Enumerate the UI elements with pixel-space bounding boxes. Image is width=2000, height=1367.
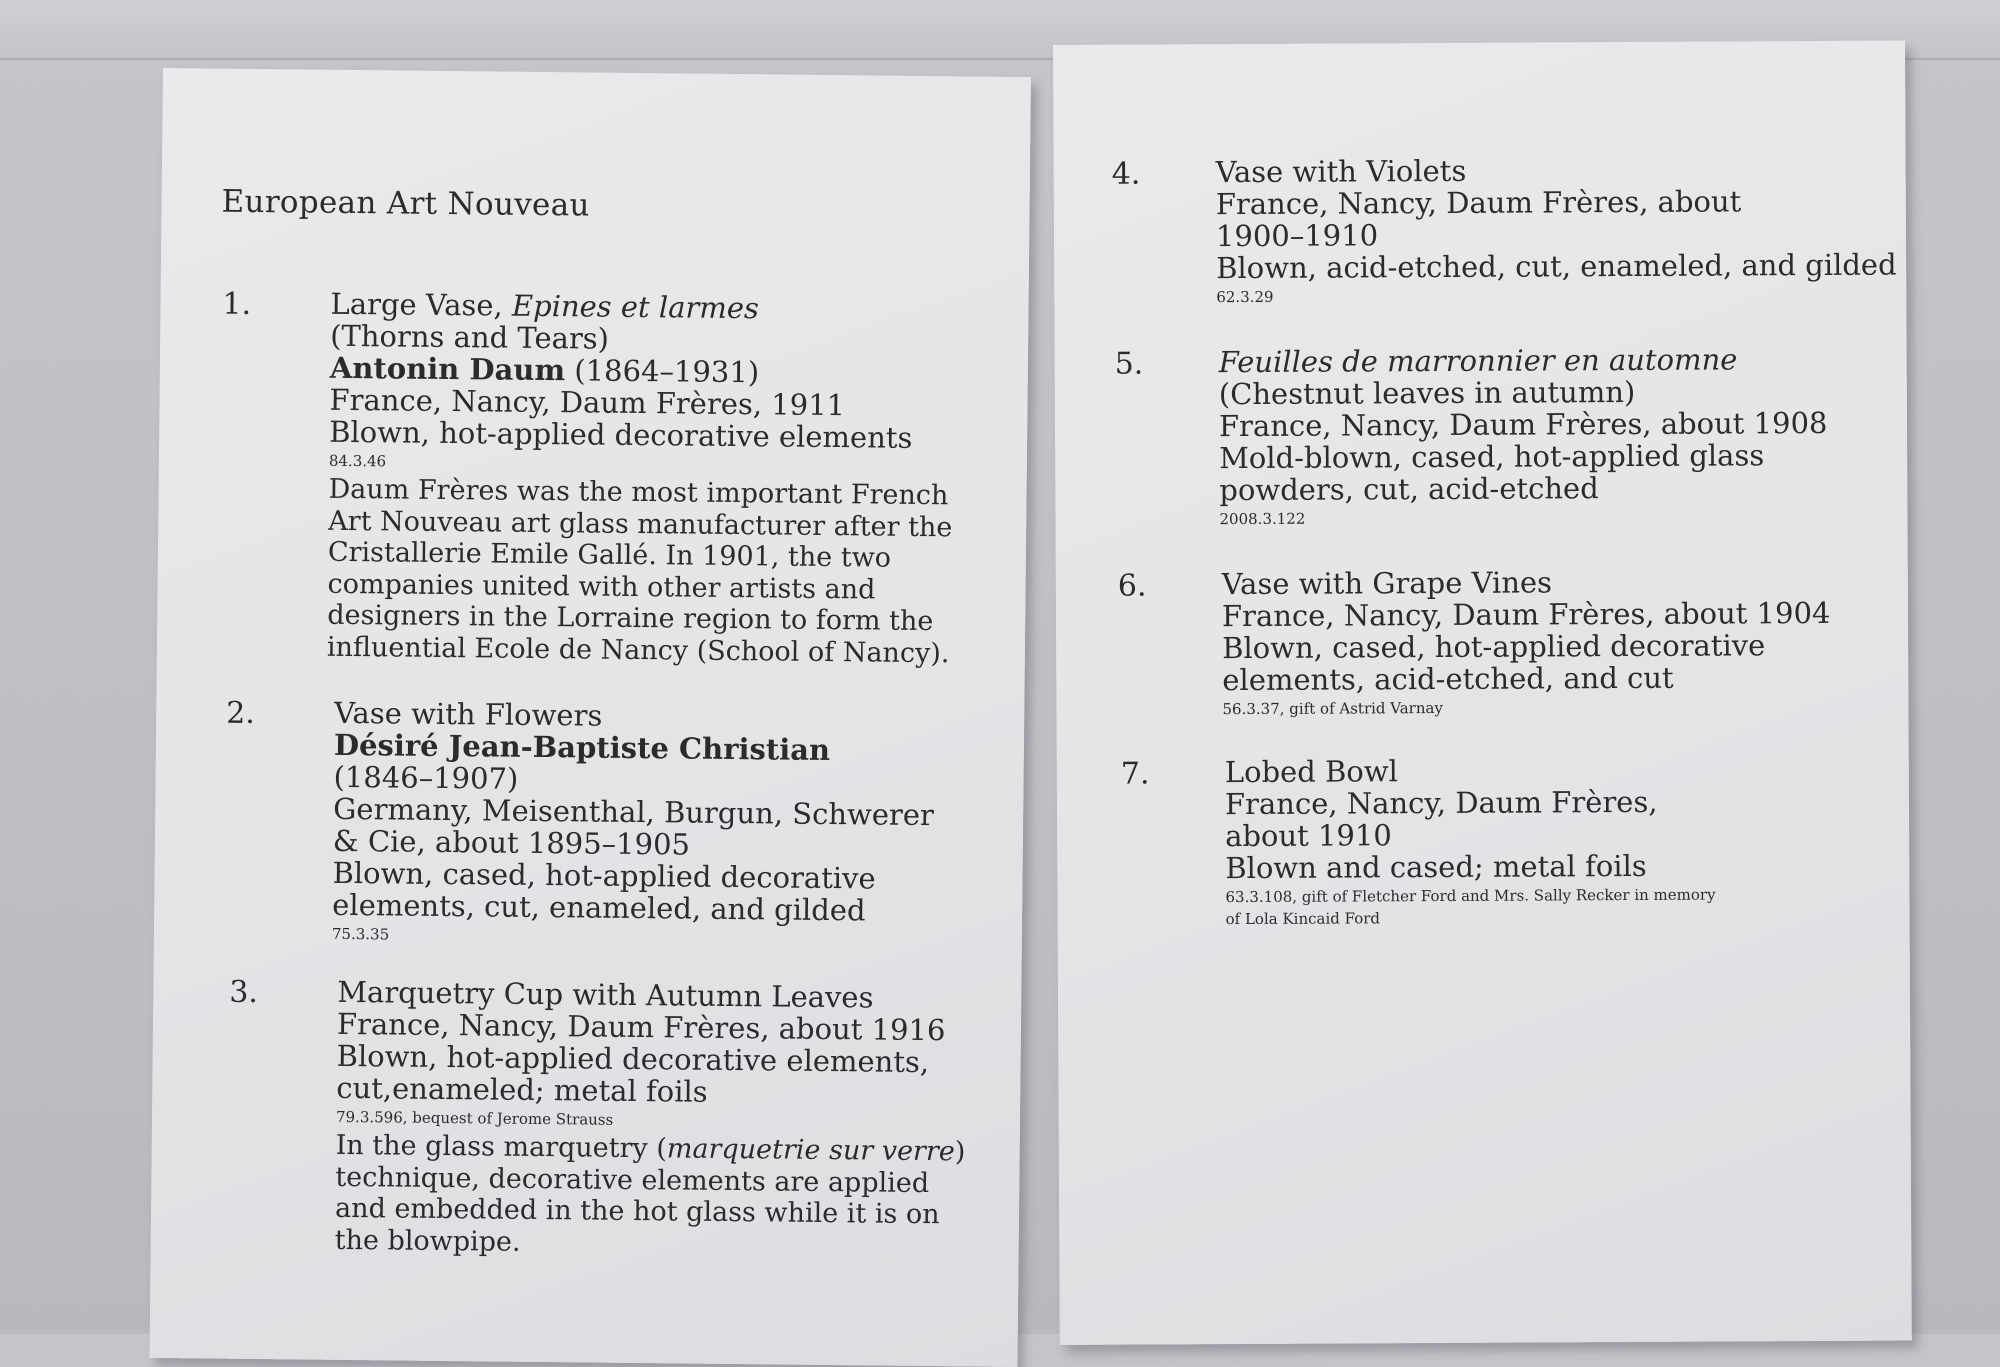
entry-technique: Blown, hot-applied decorative elements xyxy=(329,414,913,455)
entry-technique: Mold-blown, cased, hot-applied glass xyxy=(1219,438,1765,476)
label-card-right xyxy=(1053,41,1912,1345)
entry-artist-dates: (1846–1907) xyxy=(333,759,519,796)
entry-accession: 62.3.29 xyxy=(1216,287,1274,307)
entry-title: Lobed Bowl xyxy=(1224,754,1398,790)
entry-accession: of Lola Kincaid Ford xyxy=(1225,909,1381,929)
entry-description-line: companies united with other artists and xyxy=(327,568,876,605)
entry-title: Large Vase, Epines et larmes xyxy=(330,286,760,326)
entry-number: 2. xyxy=(226,695,256,731)
entry-accession: 63.3.108, gift of Fletcher Ford and Mrs. Sally Recker in memory xyxy=(1225,885,1716,907)
entry-origin: Germany, Meisenthal, Burgun, Schwerer xyxy=(333,791,935,833)
entry-technique: Blown, hot-applied decorative elements, xyxy=(336,1038,930,1080)
entry-number: 6. xyxy=(1117,568,1147,604)
entry-description-line: Daum Frères was the most important French xyxy=(328,473,949,512)
entry-artist: Antonin Daum (1864–1931) xyxy=(329,350,760,390)
entry-accession: 84.3.46 xyxy=(328,451,387,471)
entry-origin: & Cie, about 1895–1905 xyxy=(332,823,691,862)
entry-description-line: influential Ecole de Nancy (School of Nancy). xyxy=(326,631,950,669)
gallery-heading: European Art Nouveau xyxy=(221,183,590,224)
entry-description-line: the blowpipe. xyxy=(334,1224,521,1258)
entry-origin: France, Nancy, Daum Frères, 1911 xyxy=(329,382,846,423)
entry-title: Vase with Grape Vines xyxy=(1221,565,1553,602)
entry-origin: France, Nancy, Daum Frères, about 1916 xyxy=(336,1006,946,1048)
entry-title-translation: (Thorns and Tears) xyxy=(330,318,610,356)
entry-number: 5. xyxy=(1114,346,1144,382)
entry-title: Feuilles de marronnier en automne xyxy=(1218,342,1738,380)
entry-technique: elements, acid-etched, and cut xyxy=(1222,660,1674,698)
entry-number: 4. xyxy=(1111,156,1141,192)
entry-description-line: In the glass marquetry (marquetrie sur verre) xyxy=(335,1129,966,1168)
entry-technique: cut,enameled; metal foils xyxy=(336,1070,708,1109)
entry-description-line: Cristallerie Emile Gallé. In 1901, the two xyxy=(327,536,892,574)
entry-description-line: designers in the Lorraine region to form the xyxy=(327,599,934,638)
entry-origin: France, Nancy, Daum Frères, about xyxy=(1215,184,1742,222)
entry-origin: France, Nancy, Daum Frères, xyxy=(1224,784,1658,822)
entry-description-line: and embedded in the hot glass while it is on xyxy=(334,1192,940,1231)
entry-accession: 56.3.37, gift of Astrid Varnay xyxy=(1222,698,1443,719)
entry-number: 7. xyxy=(1120,756,1150,792)
entry-title: Marquetry Cup with Autumn Leaves xyxy=(337,974,874,1015)
entry-description-line: technique, decorative elements are applied xyxy=(335,1161,930,1199)
entry-artist: Désiré Jean-Baptiste Christian xyxy=(333,727,831,768)
entry-technique: elements, cut, enameled, and gilded xyxy=(332,887,866,928)
entry-description-line: Art Nouveau art glass manufacturer after the xyxy=(328,505,953,543)
entry-accession: 2008.3.122 xyxy=(1219,509,1306,529)
entry-technique: powders, cut, acid-etched xyxy=(1219,471,1599,508)
entry-accession: 75.3.35 xyxy=(331,924,390,944)
entry-accession: 79.3.596, bequest of Jerome Strauss xyxy=(335,1107,614,1129)
entry-origin: 1900–1910 xyxy=(1215,218,1379,254)
entry-technique: Blown and cased; metal foils xyxy=(1225,848,1647,886)
entry-number: 1. xyxy=(222,286,252,322)
entry-origin: about 1910 xyxy=(1225,818,1392,854)
label-card-left xyxy=(149,68,1030,1367)
entry-title-translation: (Chestnut leaves in autumn) xyxy=(1218,374,1636,412)
entry-technique: Blown, cased, hot-applied decorative xyxy=(332,855,876,896)
entry-number: 3. xyxy=(229,974,259,1011)
entry-title: Vase with Violets xyxy=(1215,153,1467,190)
entry-technique: Blown, acid-etched, cut, enameled, and gilded xyxy=(1216,247,1897,286)
entry-technique: Blown, cased, hot-applied decorative xyxy=(1222,628,1766,666)
entry-origin: France, Nancy, Daum Frères, about 1908 xyxy=(1218,405,1828,444)
entry-origin: France, Nancy, Daum Frères, about 1904 xyxy=(1221,595,1831,634)
entry-title: Vase with Flowers xyxy=(334,695,603,733)
